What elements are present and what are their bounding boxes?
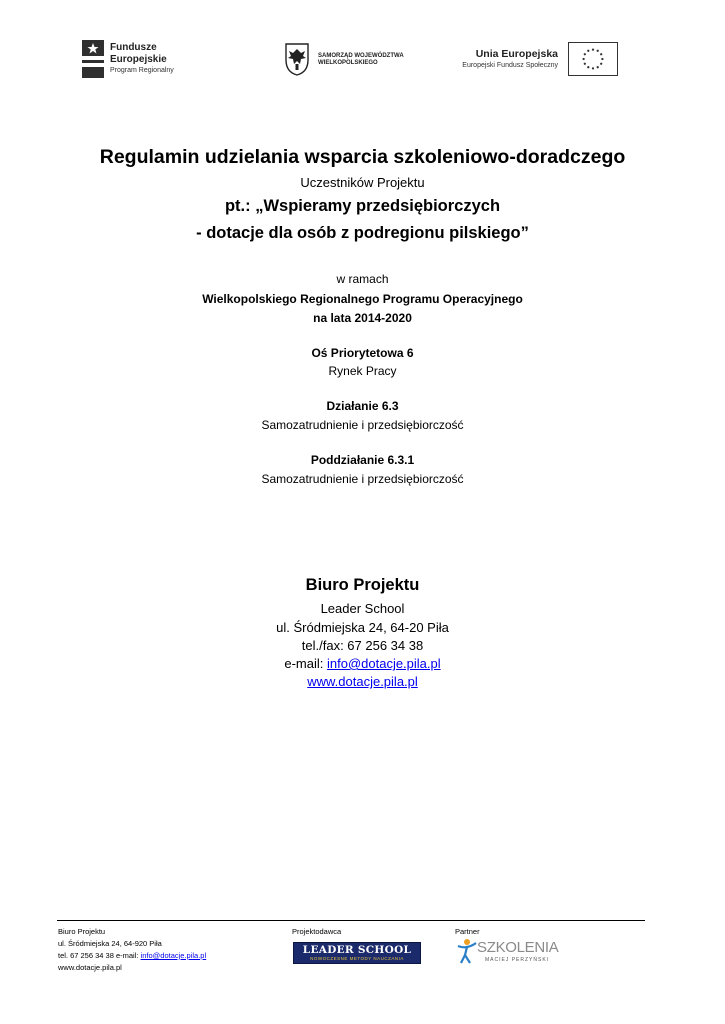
footer-office-column	[58, 926, 206, 974]
fe-logo-line2: Europejskie	[110, 54, 167, 65]
footer-projektodawca-title: Projektodawca	[292, 927, 342, 936]
footer-divider	[57, 920, 645, 921]
leader-school-logo-text: LEADER SCHOOL	[302, 944, 412, 956]
in-frame-text: w ramach	[336, 272, 389, 286]
samorzad-line1: SAMORZĄD WOJEWÓDZTWA	[318, 53, 404, 59]
leader-school-logo	[293, 942, 421, 964]
priority-axis-name: Rynek Pracy	[328, 364, 397, 378]
subaction-name: Samozatrudnienie i przedsiębiorczość	[261, 472, 464, 486]
office-heading: Biuro Projektu	[305, 576, 420, 594]
action-name: Samozatrudnienie i przedsiębiorczość	[261, 418, 464, 432]
person-figure-icon	[455, 937, 477, 965]
project-name-line1: pt.: „Wspieramy przedsiębiorczych	[224, 197, 501, 215]
footer-office-title: Biuro Projektu	[58, 927, 106, 936]
leader-school-logo-tagline: NOWOCZESNE METODY NAUCZANIA	[310, 956, 404, 961]
samorzad-logo	[284, 42, 414, 80]
program-line1: Wielkopolskiego Regionalnego Programu Operacyjnego	[202, 292, 523, 306]
office-email-line	[0, 656, 725, 671]
szkolenia-logo-sub: MACIEJ PERZYŃSKI	[485, 957, 550, 963]
unia-europejska-logo	[448, 42, 618, 80]
office-website-line	[0, 674, 725, 689]
office-email-link[interactable]: info@dotacje.pila.pl	[326, 656, 441, 671]
office-phone: tel./fax: 67 256 34 38	[301, 638, 424, 653]
office-website-link[interactable]: www.dotacje.pila.pl	[307, 674, 418, 689]
footer-partner-title: Partner	[455, 927, 480, 936]
office-email-prefix: e-mail:	[284, 656, 327, 671]
szkolenia-logo-text: SZKOLENIA	[477, 939, 559, 956]
fe-logo-line1: Fundusze	[110, 42, 157, 53]
action-label: Działanie 6.3	[326, 399, 399, 413]
subaction-label: Poddziałanie 6.3.1	[310, 453, 415, 467]
fundusze-europejskie-logo	[82, 40, 192, 80]
szkolenia-logo	[455, 937, 565, 967]
document-subtitle: Uczestników Projektu	[300, 175, 425, 190]
footer-website: www.dotacje.pila.pl	[58, 963, 122, 972]
eu-flag-icon	[568, 42, 618, 76]
fe-logo-line3: Program Regionalny	[110, 67, 174, 74]
office-name: Leader School	[320, 601, 405, 616]
ue-logo-line1: Unia Europejska	[475, 48, 558, 60]
ue-logo-line2: Europejski Fundusz Społeczny	[462, 62, 558, 69]
fundusze-europejskie-icon	[82, 40, 104, 78]
program-line2: na lata 2014-2020	[313, 311, 412, 325]
footer-office-contact	[58, 950, 206, 962]
document-title: Regulamin udzielania wsparcia szkoleniowo-doradczego	[99, 146, 626, 168]
footer-phone: tel. 67 256 34 38 e-mail:	[58, 951, 141, 960]
footer-email-link[interactable]: info@dotacje.pila.pl	[140, 951, 207, 960]
samorzad-line2: WIELKOPOLSKIEGO	[318, 60, 378, 66]
priority-axis-label: Oś Priorytetowa 6	[311, 346, 414, 360]
project-name-line2: - dotacje dla osób z podregionu pilskiego”	[196, 224, 529, 242]
footer-office-address: ul. Śródmiejska 24, 64-920 Piła	[58, 939, 162, 948]
office-address: ul. Śródmiejska 24, 64-20 Piła	[276, 620, 449, 635]
eagle-crest-icon	[284, 42, 310, 76]
